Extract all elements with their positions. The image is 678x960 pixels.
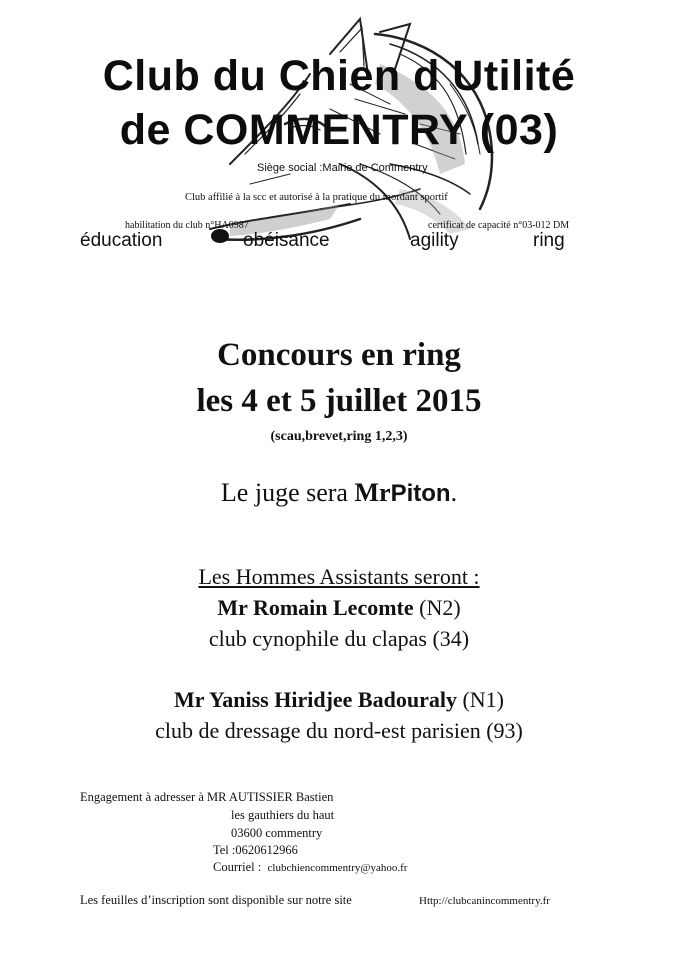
judge-prefix: Le juge sera bbox=[220, 478, 348, 507]
club-title-line2: de COMMENTRY (03) bbox=[119, 106, 559, 154]
activity-education: éducation bbox=[80, 230, 163, 251]
activity-obeisance: obéisance bbox=[243, 230, 330, 251]
judge-title: Mr bbox=[354, 478, 391, 507]
activity-agility: agility bbox=[410, 230, 459, 251]
certificat-number: certificat de capacité n°03-012 DM bbox=[428, 220, 570, 231]
habilitation-number: habilitation du club n°HA0987 bbox=[125, 220, 249, 231]
assistant-2-line bbox=[0, 687, 678, 713]
event-dates: les 4 et 5 juillet 2015 bbox=[196, 383, 482, 419]
event-categories: (scau,brevet,ring 1,2,3) bbox=[270, 429, 408, 444]
engagement-intro: Engagement à adresser à MR AUTISSIER Bastien bbox=[80, 790, 334, 804]
assistant-2-name: Mr Yaniss Hiridjee Badouraly bbox=[174, 687, 457, 712]
email-label: Courriel : bbox=[213, 860, 262, 874]
assistant-1-club: club cynophile du clapas (34) bbox=[208, 626, 470, 651]
assistant-2-level: (N1) bbox=[462, 687, 504, 712]
website-link[interactable]: Http://clubcanincommentry.fr bbox=[419, 895, 550, 907]
assistant-1-line bbox=[0, 595, 678, 621]
assistant-1-name: Mr Romain Lecomte bbox=[217, 595, 414, 620]
footer-text: Les feuilles d’inscription sont disponible sur notre site bbox=[80, 893, 352, 907]
phone-number: Tel :0620612966 bbox=[213, 843, 298, 857]
siege-social: Siège social :Mairie de Commentry bbox=[257, 162, 428, 174]
affiliation-text: Club affilié à la scc et autorisé à la pratique du mordant sportif bbox=[185, 192, 448, 203]
assistant-1-level: (N2) bbox=[419, 595, 461, 620]
activity-ring: ring bbox=[533, 230, 565, 251]
assistants-heading: Les Hommes Assistants seront : bbox=[198, 564, 480, 589]
assistant-2-club: club de dressage du nord-est parisien (93) bbox=[155, 718, 523, 743]
email-line bbox=[213, 860, 407, 875]
judge-suffix: . bbox=[450, 478, 458, 507]
address-line2: 03600 commentry bbox=[231, 826, 323, 840]
judge-line bbox=[0, 478, 678, 508]
club-title-line1: Club du Chien d Utilité bbox=[102, 52, 576, 100]
event-title: Concours en ring bbox=[217, 337, 461, 373]
judge-name: Piton bbox=[390, 480, 451, 507]
email-address[interactable]: clubchiencommentry@yahoo.fr bbox=[267, 862, 408, 874]
address-line1: les gauthiers du haut bbox=[231, 808, 335, 822]
